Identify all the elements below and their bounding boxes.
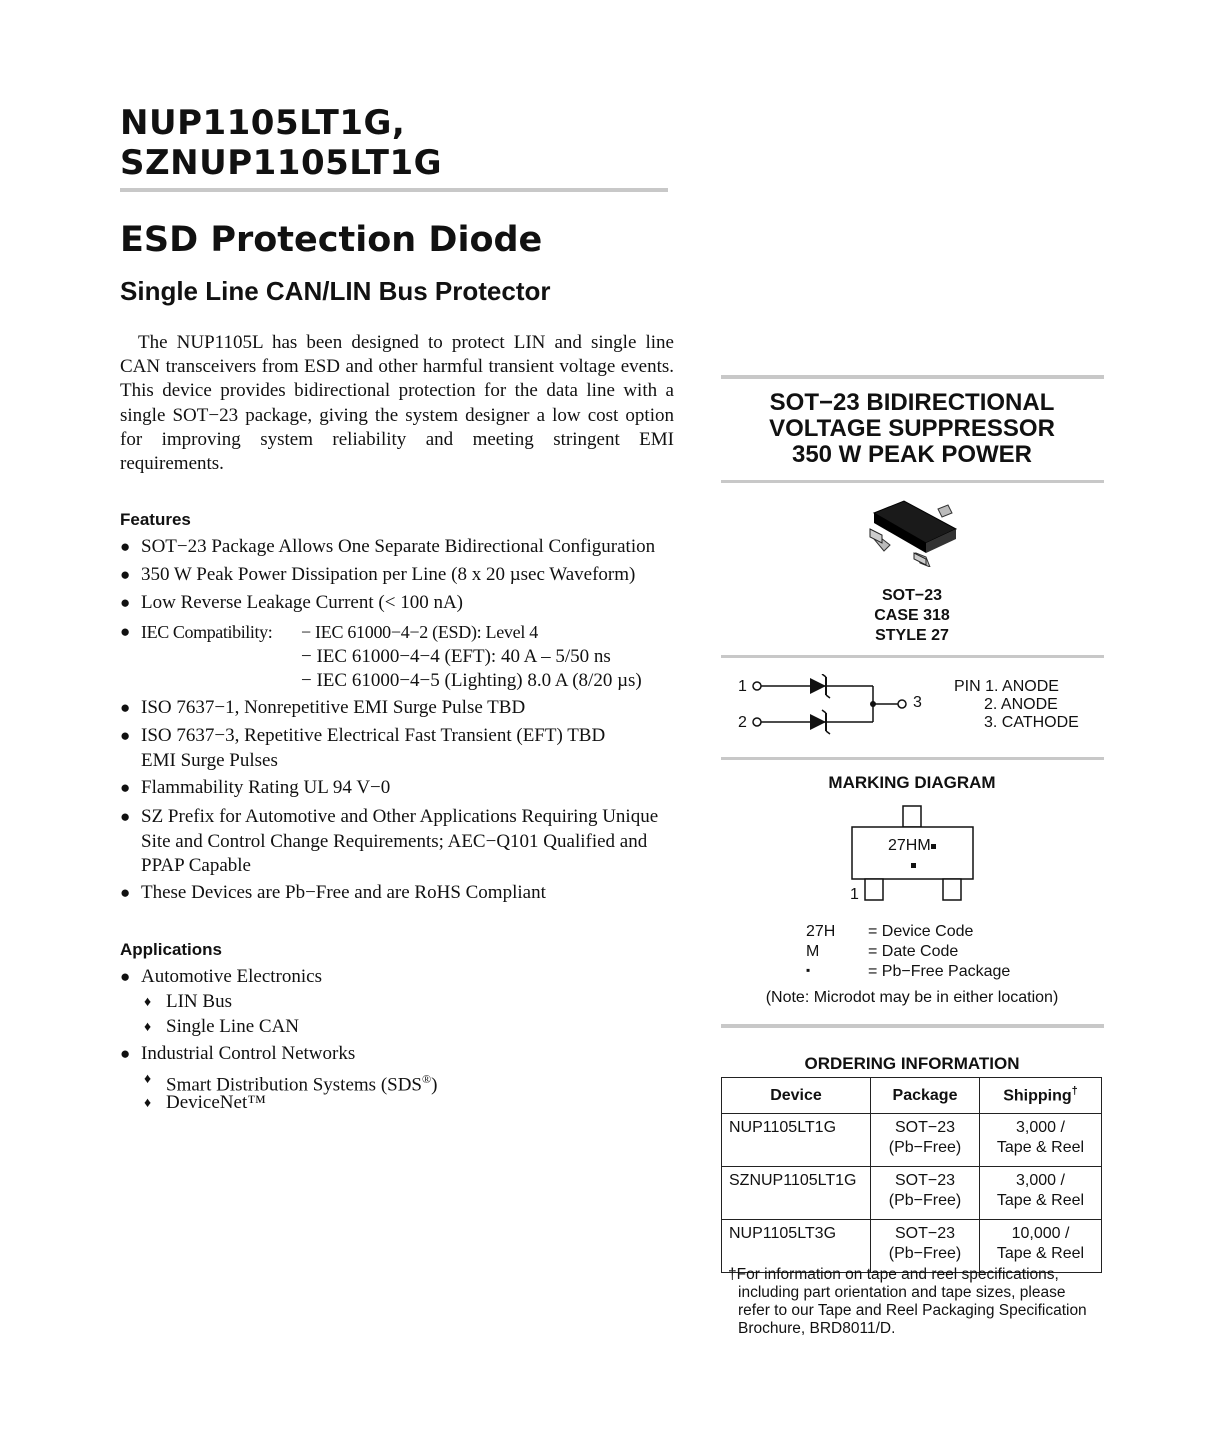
iec-line-3: − IEC 61000−4−5 (Lighting) 8.0 A (8/20 µs) bbox=[301, 670, 642, 691]
feature-text: IEC Compatibility: bbox=[141, 622, 273, 642]
package-name: SOT−23 bbox=[881, 587, 943, 604]
feature-text: SOT−23 Package Allows One Separate Bidirectional Configuration bbox=[141, 536, 656, 557]
pkg-line-1: SOT−23 bbox=[894, 1172, 956, 1189]
feature-continuation: PPAP Capable bbox=[141, 855, 251, 876]
pin-list-3: 3. CATHODE bbox=[984, 714, 1079, 731]
ship-line-2: Tape & Reel bbox=[996, 1245, 1085, 1262]
iec-line-2: − IEC 61000−4−4 (EFT): 40 A – 5/50 ns bbox=[301, 646, 611, 667]
pkg-line-1: SOT−23 bbox=[894, 1119, 956, 1136]
feature-continuation: Site and Control Change Requirements; AEC−Q101 Qualified and bbox=[141, 831, 648, 852]
cell-device: NUP1105LT3G bbox=[722, 1220, 871, 1273]
applications-heading: Applications bbox=[120, 940, 223, 959]
sot23-package-image bbox=[860, 495, 964, 567]
intro-text: The NUP1105L has been designed to protect LIN and single line CAN transceivers from ESD and other harmful transient voltage events. This device provides bidirectional protection for the data line with a single SOT−23 package, giving the system designer a low cost option for improving system reliability and meeting stringent EMI requirements. bbox=[120, 332, 674, 475]
right-divider-2 bbox=[721, 480, 1104, 483]
ship-line-1: 3,000 / bbox=[1016, 1119, 1065, 1136]
right-divider-5 bbox=[721, 1024, 1104, 1028]
application-text: Automotive Electronics bbox=[141, 966, 322, 987]
cell-package bbox=[871, 1220, 980, 1273]
feature-text: 350 W Peak Power Dissipation per Line (8 x 20 µsec Waveform) bbox=[141, 564, 636, 585]
application-sub-text: DeviceNet™ bbox=[166, 1092, 266, 1113]
right-title-3: 350 W PEAK POWER bbox=[791, 441, 1033, 468]
cell-device: NUP1105LT1G bbox=[722, 1114, 871, 1167]
legend-val-2: = Date Code bbox=[868, 943, 959, 960]
pin3-label: 3 bbox=[913, 694, 922, 711]
feature-text: SZ Prefix for Automotive and Other Applications Requiring Unique bbox=[141, 806, 659, 827]
marking-note: (Note: Microdot may be in either location) bbox=[765, 989, 1059, 1006]
feature-continuation: EMI Surge Pulses bbox=[141, 750, 278, 771]
feature-text: These Devices are Pb−Free and are RoHS Compliant bbox=[141, 882, 546, 903]
feature-text: ISO 7637−1, Nonrepetitive EMI Surge Pulse TBD bbox=[141, 697, 526, 718]
footnote-line: Brochure, BRD8011/D. bbox=[738, 1320, 896, 1337]
product-heading: ESD Protection Diode bbox=[120, 220, 543, 260]
legend-val-3: = Pb−Free Package bbox=[868, 963, 1011, 980]
right-title-1: SOT−23 BIDIRECTIONAL bbox=[769, 389, 1055, 416]
pkg-line-2: (Pb−Free) bbox=[888, 1245, 962, 1262]
cell-shipping bbox=[980, 1167, 1102, 1220]
pin-list-1: PIN 1. ANODE bbox=[954, 678, 1059, 695]
cell-device: SZNUP1105LT1G bbox=[722, 1167, 871, 1220]
cell-shipping bbox=[980, 1114, 1102, 1167]
legend-key-2: M bbox=[806, 943, 820, 960]
footnote-line: †For information on tape and reel specifications, bbox=[728, 1266, 1059, 1283]
ship-line-1: 3,000 / bbox=[1016, 1172, 1065, 1189]
legend-val-1: = Device Code bbox=[868, 923, 974, 940]
table-row bbox=[722, 1167, 1102, 1220]
package-style: STYLE 27 bbox=[875, 627, 949, 644]
shipping-label: Shipping bbox=[1003, 1087, 1072, 1105]
product-subheading: Single Line CAN/LIN Bus Protector bbox=[120, 276, 551, 306]
application-text: Industrial Control Networks bbox=[141, 1043, 356, 1064]
legend-key-1: 27H bbox=[806, 923, 836, 940]
circuit-schematic bbox=[748, 674, 913, 736]
cell-package bbox=[871, 1167, 980, 1220]
marking-code: 27HM bbox=[888, 837, 931, 854]
cell-shipping bbox=[980, 1220, 1102, 1273]
footnote-line: including part orientation and tape sizes, please bbox=[738, 1284, 1066, 1301]
cell-package bbox=[871, 1114, 980, 1167]
features-heading: Features bbox=[120, 510, 191, 529]
right-divider-3 bbox=[721, 655, 1104, 658]
col-package: Package bbox=[871, 1078, 980, 1114]
pkg-line-1: SOT−23 bbox=[894, 1225, 956, 1242]
table-header-row bbox=[722, 1078, 1102, 1114]
marking-heading: MARKING DIAGRAM bbox=[828, 773, 996, 792]
right-divider-1 bbox=[721, 375, 1104, 379]
dagger-mark: † bbox=[1071, 1085, 1078, 1098]
feature-text: Low Reverse Leakage Current (< 100 nA) bbox=[141, 592, 463, 613]
col-device: Device bbox=[722, 1078, 871, 1114]
pkg-line-2: (Pb−Free) bbox=[888, 1139, 962, 1156]
ordering-heading: ORDERING INFORMATION bbox=[804, 1054, 1020, 1073]
ordering-table bbox=[721, 1077, 1102, 1273]
table-row bbox=[722, 1220, 1102, 1273]
application-sub-text: LIN Bus bbox=[166, 991, 232, 1012]
footnote-line: refer to our Tape and Reel Packaging Specification bbox=[738, 1302, 1087, 1319]
sds-text: Smart Distribution Systems (SDS bbox=[166, 1074, 422, 1096]
ship-line-1: 10,000 / bbox=[1011, 1225, 1070, 1242]
iec-line-1: − IEC 61000−4−2 (ESD): Level 4 bbox=[301, 622, 538, 642]
ship-line-2: Tape & Reel bbox=[996, 1139, 1085, 1156]
col-shipping bbox=[980, 1078, 1102, 1114]
pin-list-2: 2. ANODE bbox=[984, 696, 1058, 713]
pkg-line-2: (Pb−Free) bbox=[888, 1192, 962, 1209]
registered-mark: ® bbox=[422, 1072, 432, 1086]
intro-paragraph bbox=[120, 331, 674, 476]
ordering-footnote bbox=[728, 1266, 1087, 1338]
right-divider-4 bbox=[721, 757, 1104, 760]
feature-text: ISO 7637−3, Repetitive Electrical Fast Transient (EFT) TBD bbox=[141, 725, 606, 746]
title-divider bbox=[120, 188, 668, 192]
sds-close: ) bbox=[431, 1074, 438, 1096]
right-title-2: VOLTAGE SUPPRESSOR bbox=[769, 415, 1055, 442]
legend-key-3: ▪ bbox=[806, 963, 811, 977]
title-line-2: SZNUP1105LT1G bbox=[120, 143, 443, 183]
package-case: CASE 318 bbox=[874, 607, 950, 624]
feature-text: Flammability Rating UL 94 V−0 bbox=[141, 777, 391, 798]
application-sub-text: Single Line CAN bbox=[166, 1016, 299, 1037]
pin1-label: 1 bbox=[738, 678, 747, 695]
ship-line-2: Tape & Reel bbox=[996, 1192, 1085, 1209]
pin2-label: 2 bbox=[738, 714, 747, 731]
table-row bbox=[722, 1114, 1102, 1167]
title-line-1: NUP1105LT1G, bbox=[120, 103, 406, 143]
marking-pin1-label: 1 bbox=[850, 886, 859, 903]
